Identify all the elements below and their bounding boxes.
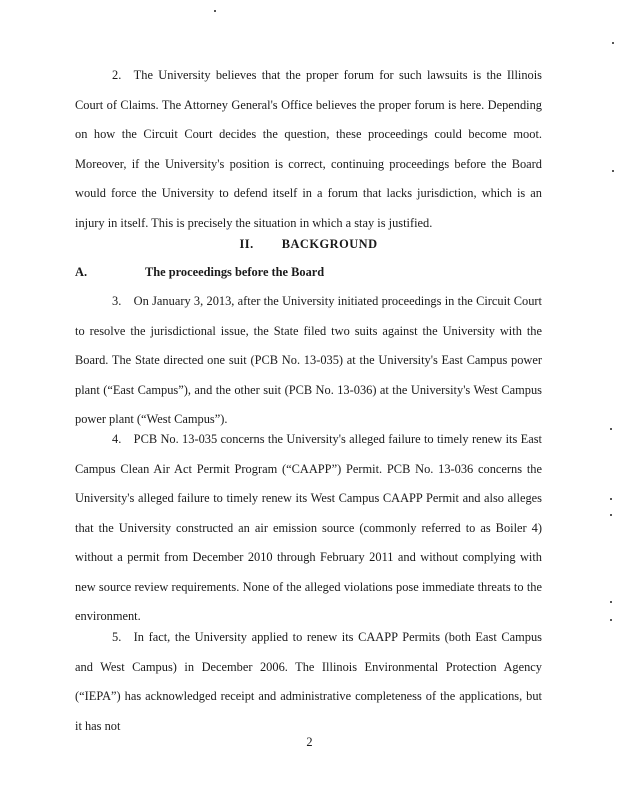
subsection-heading <box>75 265 324 280</box>
section-heading <box>75 237 542 252</box>
scan-speck <box>610 428 612 430</box>
paragraph-4: 4. PCB No. 13-035 concerns the University's alleged failure to timely renew its East Campus Clean Air Act Permit Program (“CAAPP”) Permit. PCB No. 13-036 concerns the University's alleged failure to timely renew its West Campus CAAPP Permit and also alleges that the University constructed an air emission source (commonly referred to as Boiler 4) without a permit from December 2010 through February 2011 and without complying with new source review requirements. None of the alleged violations pose immediate threats to the environment. <box>75 432 542 623</box>
scan-speck <box>612 170 614 172</box>
scan-speck <box>610 619 612 621</box>
paragraph-3: 3. On January 3, 2013, after the University initiated proceedings in the Circuit Court to resolve the jurisdictional issue, the State filed two suits against the University with the Board. The State directed one suit (PCB No. 13-035) at the University's East Campus power plant (“East Campus”), and the other suit (PCB No. 13-036) at the University's West Campus power plant (“West Campus”). <box>75 294 542 426</box>
scan-speck <box>610 498 612 500</box>
scan-speck <box>610 514 612 516</box>
paragraph-2: 2. The University believes that the proper forum for such lawsuits is the Illinois Court of Claims. The Attorney General's Office believes the proper forum is here. Depending on how the Circuit Court decides the question, these proceedings could become moot. Moreover, if the University's position is correct, continuing proceedings before the Board would force the University to defend itself in a forum that lacks jurisdiction, which is an injury in itself. This is precisely the situation in which a stay is justified. <box>75 68 542 230</box>
subsection-title: The proceedings before the Board <box>145 265 325 279</box>
scan-speck <box>612 42 614 44</box>
section-number: II. <box>239 237 254 251</box>
section-title: BACKGROUND <box>281 237 378 251</box>
page-number: 2 <box>306 735 313 749</box>
scan-speck <box>610 601 612 603</box>
paragraph-5: 5. In fact, the University applied to renew its CAAPP Permits (both East Campus and West Campus) in December 2006. The Illinois Environmental Protection Agency (“IEPA”) has acknowledged receipt and administrative completeness of the applications, but it has not <box>75 630 542 733</box>
subsection-letter: A. <box>75 265 88 279</box>
scan-speck <box>214 10 216 12</box>
